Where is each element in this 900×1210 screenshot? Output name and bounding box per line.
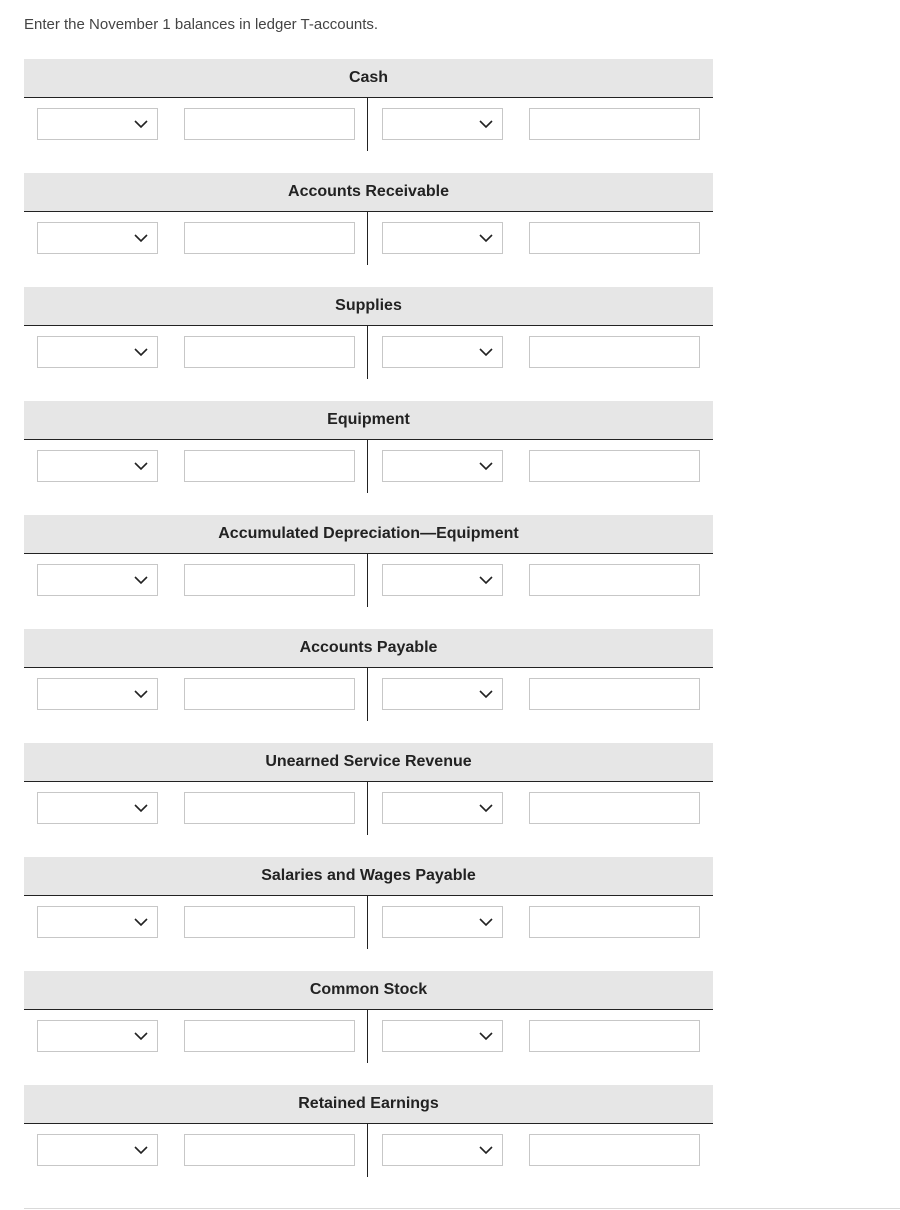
t-account-title: Common Stock — [309, 981, 428, 998]
credit-dropdown[interactable] — [382, 564, 503, 596]
chevron-down-icon — [477, 800, 495, 816]
chevron-down-icon — [132, 686, 150, 702]
debit-amount-input[interactable] — [184, 108, 355, 140]
credit-amount-input[interactable] — [529, 906, 700, 938]
debit-amount-input[interactable] — [184, 336, 355, 368]
credit-dropdown[interactable] — [382, 1020, 503, 1052]
credit-amount-input[interactable] — [529, 1134, 700, 1166]
chevron-down-icon — [132, 230, 150, 246]
t-account — [24, 971, 713, 1085]
credit-dropdown[interactable] — [382, 108, 503, 140]
t-account-divider — [367, 668, 368, 721]
debit-amount-input[interactable] — [184, 678, 355, 710]
t-account-title: Salaries and Wages Payable — [261, 867, 476, 884]
t-account-header — [24, 287, 713, 326]
t-account-title: Accumulated Depreciation—Equipment — [218, 525, 519, 542]
t-account-title: Retained Earnings — [298, 1095, 439, 1112]
chevron-down-icon — [477, 572, 495, 588]
t-account-title: Accounts Payable — [299, 639, 438, 656]
t-account-header — [24, 857, 713, 896]
t-account — [24, 401, 713, 515]
t-account-header — [24, 971, 713, 1010]
chevron-down-icon — [132, 572, 150, 588]
credit-dropdown[interactable] — [382, 1134, 503, 1166]
chevron-down-icon — [477, 1142, 495, 1158]
instructions-text: Enter the November 1 balances in ledger T-accounts. — [24, 16, 379, 33]
debit-amount-input[interactable] — [184, 792, 355, 824]
chevron-down-icon — [477, 1028, 495, 1044]
debit-amount-input[interactable] — [184, 564, 355, 596]
t-account-title: Accounts Receivable — [288, 183, 449, 200]
debit-dropdown[interactable] — [37, 678, 158, 710]
t-account-divider — [367, 782, 368, 835]
credit-dropdown[interactable] — [382, 792, 503, 824]
debit-dropdown[interactable] — [37, 336, 158, 368]
debit-dropdown[interactable] — [37, 906, 158, 938]
credit-dropdown[interactable] — [382, 336, 503, 368]
t-account-title: Cash — [348, 69, 389, 86]
t-account — [24, 629, 713, 743]
credit-dropdown[interactable] — [382, 450, 503, 482]
t-account-title: Equipment — [327, 411, 410, 428]
bottom-divider — [24, 1208, 900, 1209]
credit-amount-input[interactable] — [529, 564, 700, 596]
credit-amount-input[interactable] — [529, 1020, 700, 1052]
chevron-down-icon — [132, 914, 150, 930]
debit-amount-input[interactable] — [184, 1020, 355, 1052]
chevron-down-icon — [132, 1142, 150, 1158]
chevron-down-icon — [132, 116, 150, 132]
t-account — [24, 173, 713, 287]
t-account — [24, 287, 713, 401]
t-account — [24, 515, 713, 629]
t-account-header — [24, 401, 713, 440]
chevron-down-icon — [477, 230, 495, 246]
debit-dropdown[interactable] — [37, 450, 158, 482]
t-account-title: Unearned Service Revenue — [265, 753, 472, 770]
chevron-down-icon — [132, 344, 150, 360]
t-account-header — [24, 1085, 713, 1124]
chevron-down-icon — [132, 800, 150, 816]
debit-dropdown[interactable] — [37, 564, 158, 596]
t-account-divider — [367, 98, 368, 151]
t-account — [24, 59, 713, 173]
t-account-header — [24, 515, 713, 554]
t-account — [24, 857, 713, 971]
chevron-down-icon — [477, 458, 495, 474]
debit-amount-input[interactable] — [184, 450, 355, 482]
debit-amount-input[interactable] — [184, 906, 355, 938]
t-account-divider — [367, 1124, 368, 1177]
credit-amount-input[interactable] — [529, 450, 700, 482]
t-account-title: Supplies — [335, 297, 402, 314]
t-account-divider — [367, 896, 368, 949]
credit-amount-input[interactable] — [529, 792, 700, 824]
t-account-divider — [367, 1010, 368, 1063]
t-accounts-list — [24, 59, 713, 1199]
debit-dropdown[interactable] — [37, 222, 158, 254]
t-account-divider — [367, 326, 368, 379]
t-account — [24, 1085, 713, 1199]
t-account-header — [24, 173, 713, 212]
t-account — [24, 743, 713, 857]
credit-dropdown[interactable] — [382, 906, 503, 938]
chevron-down-icon — [477, 686, 495, 702]
t-account-divider — [367, 554, 368, 607]
debit-amount-input[interactable] — [184, 1134, 355, 1166]
credit-amount-input[interactable] — [529, 336, 700, 368]
chevron-down-icon — [477, 116, 495, 132]
debit-dropdown[interactable] — [37, 108, 158, 140]
t-account-divider — [367, 212, 368, 265]
debit-dropdown[interactable] — [37, 1020, 158, 1052]
chevron-down-icon — [132, 1028, 150, 1044]
chevron-down-icon — [477, 914, 495, 930]
credit-dropdown[interactable] — [382, 222, 503, 254]
debit-dropdown[interactable] — [37, 1134, 158, 1166]
credit-amount-input[interactable] — [529, 108, 700, 140]
credit-dropdown[interactable] — [382, 678, 503, 710]
credit-amount-input[interactable] — [529, 222, 700, 254]
t-account-header — [24, 59, 713, 98]
debit-dropdown[interactable] — [37, 792, 158, 824]
t-account-divider — [367, 440, 368, 493]
chevron-down-icon — [477, 344, 495, 360]
chevron-down-icon — [132, 458, 150, 474]
debit-amount-input[interactable] — [184, 222, 355, 254]
t-account-header — [24, 629, 713, 668]
t-account-header — [24, 743, 713, 782]
credit-amount-input[interactable] — [529, 678, 700, 710]
